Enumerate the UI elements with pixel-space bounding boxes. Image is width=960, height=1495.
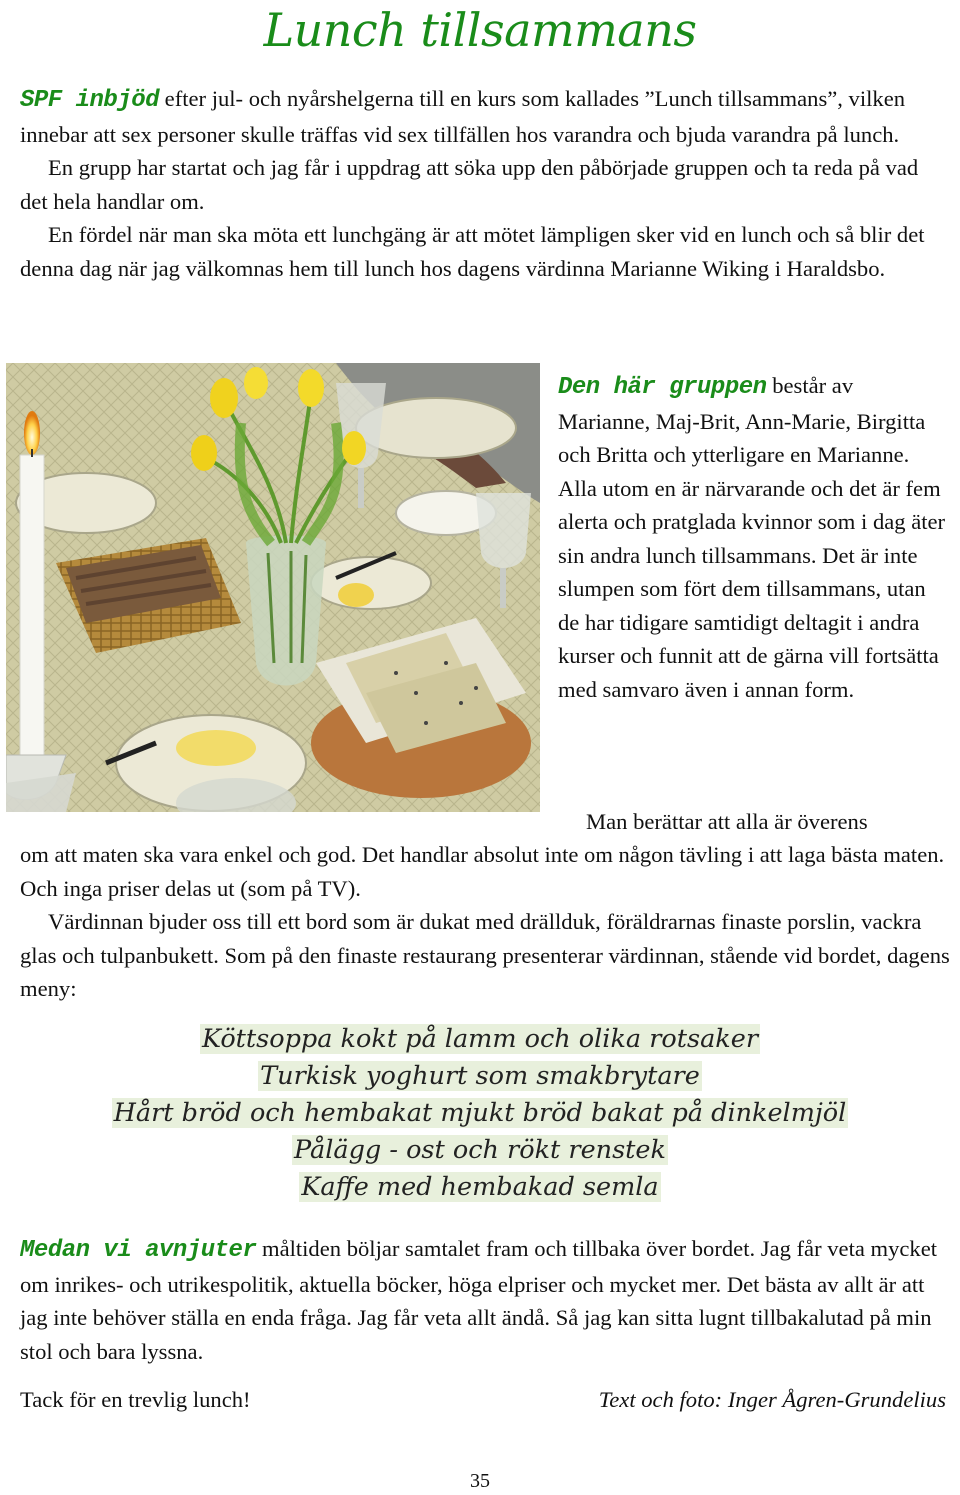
lunch-table-photo <box>6 363 540 812</box>
intro-paragraph-2: En grupp har startat och jag får i uppdrag att söka upp den påbörjade gruppen och ta reda på vad det hela handlar om. <box>20 155 919 214</box>
body-paragraph-2: Värdinnan bjuder oss till ett bord som är dukat med drällduk, föräldrarnas finaste porslin, vackra glas och tulpanbukett. Som på den finaste restaurang presenterar värdinnan, stående vid bordet, dagens meny: <box>20 909 950 1001</box>
intro-text <box>20 82 950 285</box>
menu-item: Turkisk yoghurt som smakbrytare <box>260 1061 700 1091</box>
page-title: Lunch tillsammans <box>263 3 697 57</box>
menu-item: Kaffe med hembakad semla <box>301 1172 659 1202</box>
body-paragraph-1-start: Man berättar att alla är överens <box>586 809 868 834</box>
menu-list <box>0 1022 960 1207</box>
intro-paragraph: efter jul- och nyårshelgerna till en kurs som kallades ”Lunch tillsammans”, vilken innebar att sex personer skulle träffas vid sex tillfällen hos varandra och bjuda varandra på lunch. <box>20 86 906 147</box>
body-paragraph-1-rest: om att maten ska vara enkel och god. Det handlar absolut inte om någon tävling i att laga bästa maten. Och inga priser delas ut (som på TV). <box>20 842 945 901</box>
lunch-photo-illustration <box>6 363 540 812</box>
thanks-line: Tack för en trevlig lunch! <box>20 1387 251 1412</box>
group-paragraph: består av Marianne, Maj-Brit, Ann-Marie, Birgitta och Britta och ytterligare en Marianne. Alla utom en är närvarande och det är fem alerta och pratglada kvinnor som i dag äter sin andra lunch tillsammans. Det är inte slumpen som fört dem tillsammans, utan de har tidigare samtidigt deltagit i andra kurser och funnit att de gärna vill fortsätta med samvaro även i annan form. <box>558 373 946 702</box>
intro-lead: SPF inbjöd <box>20 87 160 114</box>
intro-paragraph-3: En fördel när man ska möta ett lunchgäng är att mötet lämpligen sker vid en lunch och så blir det denna dag när jag välkomnas hem till lunch hos dagens värdinna Marianne Wiking i Haraldsbo. <box>20 222 925 281</box>
closing-text <box>20 1232 955 1368</box>
menu-item: Köttsoppa kokt på lamm och olika rotsaker <box>201 1024 759 1054</box>
body-text <box>20 838 950 1006</box>
closing-lead: Medan vi avnjuter <box>20 1237 257 1264</box>
menu-item: Pålägg - ost och rökt renstek <box>294 1135 666 1165</box>
closing-paragraph: måltiden böljar samtalet fram och tillbaka över bordet. Jag får veta mycket om inrikes- och utrikespolitik, aktuella böcker, höga elpriser och mycket mer. Det bästa av allt är att jag inte behöver ställa en enda fråga. Jag får veta allt ändå. Så jag kan sitta lugnt tillbakalutad på min stol och bara lyssna. <box>20 1236 938 1364</box>
photo-credit: Text och foto: Inger Ågren-Grundelius <box>598 1387 946 1412</box>
group-lead: Den här gruppen <box>558 374 767 401</box>
page-number: 35 <box>470 1470 490 1492</box>
menu-item: Hårt bröd och hembakat mjukt bröd bakat på dinkelmjöl <box>113 1098 847 1128</box>
group-text <box>558 369 950 706</box>
